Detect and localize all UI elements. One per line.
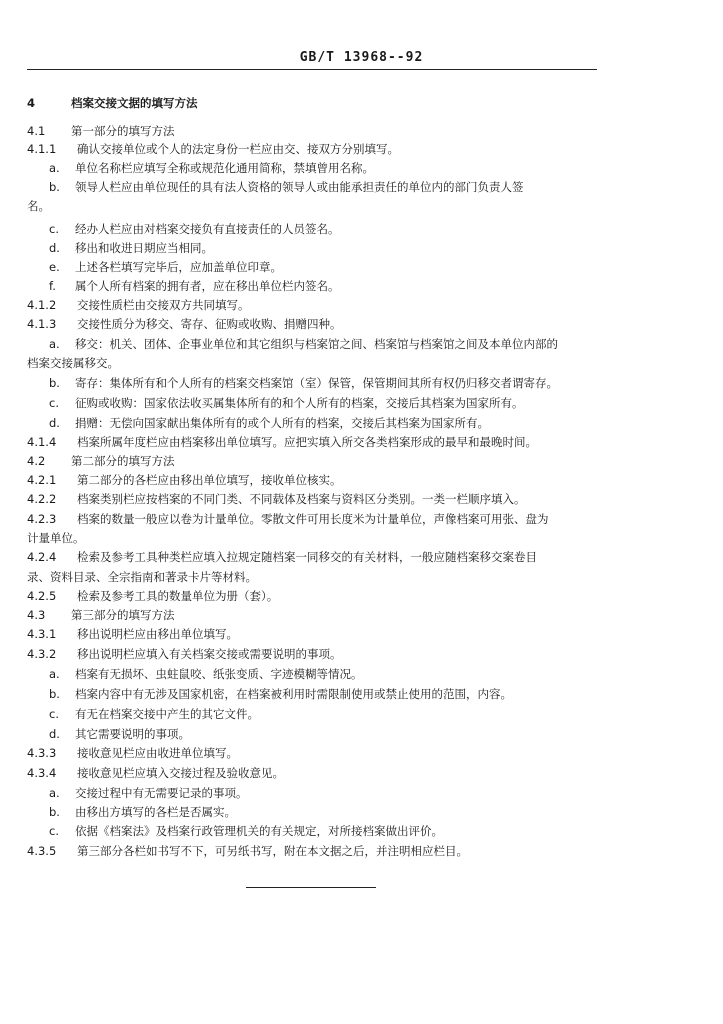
clause xyxy=(27,296,599,314)
clause-text: 第一部分的填写方法 xyxy=(71,124,175,138)
item-label: e. xyxy=(49,260,60,274)
clause xyxy=(27,315,599,333)
item-label: d. xyxy=(49,241,60,255)
item-text: 上述各栏填写完毕后，应加盖单位印章。 xyxy=(75,260,282,274)
clause-text: 接收意见栏应填入交接过程及验收意见。 xyxy=(77,766,284,780)
end-rule xyxy=(246,887,376,888)
section-number: 4 xyxy=(27,96,36,110)
continuation-line: 名。 xyxy=(27,199,50,213)
clause-text: 接收意见栏应由收进单位填写。 xyxy=(77,746,238,760)
item-label: d. xyxy=(49,416,60,430)
clause-number: 4.1.2 xyxy=(27,298,57,312)
item-label: b. xyxy=(49,687,60,701)
list-item xyxy=(27,178,599,196)
clause-number: 4.3 xyxy=(27,608,46,622)
item-label: b. xyxy=(49,376,60,390)
clause-text: 档案所属年度栏应由档案移出单位填写。应把实填入所交各类档案形成的最早和最晚时间。 xyxy=(77,435,537,449)
clause-text: 档案类别栏应按档案的不同门类、不同载体及档案与资料区分类别。一类一栏顺序填入。 xyxy=(77,492,526,506)
item-text: 依据《档案法》及档案行政管理机关的有关规定，对所接档案做出评价。 xyxy=(75,824,443,838)
item-text: 属个人所有档案的拥有者，应在移出单位栏内签名。 xyxy=(75,279,340,293)
item-text: 经办人栏应由对档案交接负有直接责任的人员签名。 xyxy=(75,222,340,236)
list-item xyxy=(27,822,599,840)
clause xyxy=(27,744,599,762)
clause-text: 第三部分各栏如书写不下，可另纸书写，附在本文据之后，并注明相应栏目。 xyxy=(77,844,468,858)
clause-number: 4.3.5 xyxy=(27,844,57,858)
item-label: c. xyxy=(49,396,59,410)
clause-text: 检索及参考工具种类栏应填入拉规定随档案一同移交的有关材料，一般应随档案移交案卷目 xyxy=(77,550,537,564)
continuation-line: 档案交接属移交。 xyxy=(27,356,119,370)
clause-number: 4.3.1 xyxy=(27,627,57,641)
clause-text: 确认交接单位或个人的法定身份一栏应由交、接双方分别填写。 xyxy=(77,142,399,156)
clause-number: 4.1 xyxy=(27,124,46,138)
item-label: a. xyxy=(49,161,60,175)
item-label: a. xyxy=(49,667,60,681)
list-item xyxy=(27,803,599,821)
subsection-heading xyxy=(27,122,599,140)
list-item xyxy=(27,394,599,412)
list-item xyxy=(27,159,599,177)
item-text: 有无在档案交接中产生的其它文件。 xyxy=(75,707,259,721)
item-label: d. xyxy=(49,727,60,741)
item-text: 单位名称栏应填写全称或规范化通用简称，禁填曾用名称。 xyxy=(75,161,374,175)
clause xyxy=(27,471,599,489)
clause xyxy=(27,140,599,158)
item-text: 交接过程中有无需要记录的事项。 xyxy=(75,786,248,800)
clause-number: 4.2.3 xyxy=(27,512,57,526)
clause-text: 交接性质分为移交、寄存、征购或收购、捐赠四种。 xyxy=(77,317,342,331)
clause-number: 4.2.2 xyxy=(27,492,57,506)
clause-number: 4.2.1 xyxy=(27,473,57,487)
clause-text: 档案的数量一般应以卷为计量单位。零散文件可用长度米为计量单位，声像档案可用张、盘为 xyxy=(77,512,549,526)
item-text: 寄存：集体所有和个人所有的档案交档案馆（室）保管，保管期间其所有权仍归移交者谓寄存。 xyxy=(75,376,558,390)
clause-number: 4.2 xyxy=(27,454,46,468)
clause-number: 4.2.4 xyxy=(27,550,57,564)
clause-text: 移出说明栏应由移出单位填写。 xyxy=(77,627,238,641)
list-item xyxy=(27,239,599,257)
subsection-heading xyxy=(27,452,599,470)
clause-text: 第二部分的填写方法 xyxy=(71,454,175,468)
continuation-line: 录、资料目录、全宗指南和著录卡片等材料。 xyxy=(27,570,257,584)
item-label: c. xyxy=(49,222,59,236)
item-text: 由移出方填写的各栏是否属实。 xyxy=(75,805,236,819)
subsection-heading xyxy=(27,606,599,624)
clause-number: 4.3.4 xyxy=(27,766,57,780)
clause xyxy=(27,510,599,528)
item-label: a. xyxy=(49,337,60,351)
clause xyxy=(27,764,599,782)
clause xyxy=(27,645,599,663)
item-label: c. xyxy=(49,707,59,721)
clause-text: 检索及参考工具的数量单位为册（套）。 xyxy=(77,589,279,603)
clause-number: 4.2.5 xyxy=(27,589,57,603)
item-label: b. xyxy=(49,180,60,194)
clause-text: 第三部分的填写方法 xyxy=(71,608,175,622)
list-item xyxy=(27,414,599,432)
continuation-line: 计量单位。 xyxy=(27,531,85,545)
list-item xyxy=(27,784,599,802)
list-item xyxy=(27,277,599,295)
clause xyxy=(27,625,599,643)
item-label: c. xyxy=(49,824,59,838)
clause xyxy=(27,433,599,451)
item-text: 捐赠：无偿向国家献出集体所有的或个人所有的档案，交接后其档案为国家所有。 xyxy=(75,416,489,430)
item-text: 领导人栏应由单位现任的具有法人资格的领导人或由能承担责任的单位内的部门负责人签 xyxy=(75,180,524,194)
clause-text: 交接性质栏由交接双方共同填写。 xyxy=(77,298,250,312)
item-text: 其它需要说明的事项。 xyxy=(75,727,190,741)
item-text: 征购或收购：国家依法收买属集体所有的和个人所有的档案，交接后其档案为国家所有。 xyxy=(75,396,524,410)
item-label: b. xyxy=(49,805,60,819)
clause-number: 4.3.2 xyxy=(27,647,57,661)
list-item xyxy=(27,725,599,743)
list-item xyxy=(27,665,599,683)
clause xyxy=(27,548,599,566)
item-label: f. xyxy=(49,279,56,293)
section-heading xyxy=(27,94,599,112)
clause-number: 4.1.4 xyxy=(27,435,57,449)
clause-text: 第二部分的各栏应由移出单位填写，接收单位核实。 xyxy=(77,473,342,487)
item-label: a. xyxy=(49,786,60,800)
clause xyxy=(27,842,599,860)
clause xyxy=(27,587,599,605)
clause-number: 4.3.3 xyxy=(27,746,57,760)
item-text: 档案有无损坏、虫蛀鼠咬、纸张变质、字迹模糊等情况。 xyxy=(75,667,363,681)
section-title: 档案交接文据的填写方法 xyxy=(71,96,198,110)
header-rule xyxy=(27,69,597,70)
list-item xyxy=(27,258,599,276)
list-item xyxy=(27,335,599,353)
page-header: GB/T 13968--92 xyxy=(299,50,424,65)
list-item xyxy=(27,705,599,723)
item-text: 移交：机关、团体、企事业单位和其它组织与档案馆之间、档案馆与档案馆之间及本单位内部的 xyxy=(75,337,558,351)
list-item xyxy=(27,374,599,392)
item-text: 移出和收进日期应当相同。 xyxy=(75,241,213,255)
list-item xyxy=(27,220,599,238)
clause-number: 4.1.1 xyxy=(27,142,57,156)
item-text: 档案内容中有无涉及国家机密，在档案被利用时需限制使用或禁止使用的范围，内容。 xyxy=(75,687,512,701)
clause xyxy=(27,490,599,508)
list-item xyxy=(27,685,599,703)
clause-number: 4.1.3 xyxy=(27,317,57,331)
clause-text: 移出说明栏应填入有关档案交接或需要说明的事项。 xyxy=(77,647,342,661)
